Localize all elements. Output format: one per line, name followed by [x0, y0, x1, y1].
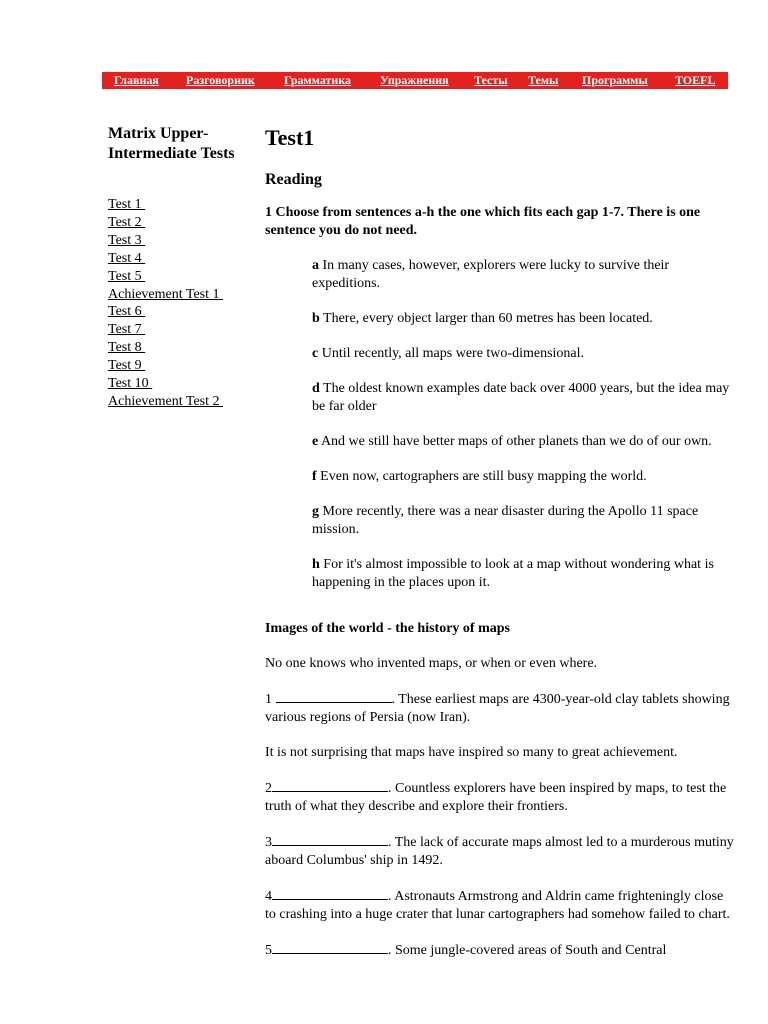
option-text: For it's almost impossible to look at a map without wondering what is happening in the places upon it.: [312, 557, 714, 590]
instruction-text: 1 Choose from sentences a-h the one which fits each gap 1-7. There is one sentence you do not need.: [265, 205, 701, 238]
list-item: [108, 321, 258, 339]
passage-paragraph-1: [265, 690, 735, 727]
test-link-1[interactable]: Test 1: [108, 197, 146, 212]
gap-number: 2: [265, 781, 272, 796]
list-item: [108, 232, 258, 250]
passage-title: Images of the world - the history of maps: [265, 621, 510, 636]
option-text: In many cases, however, explorers were lucky to survive their expeditions.: [312, 258, 670, 291]
option-letter: d: [312, 381, 320, 396]
nav-link-toefl[interactable]: TOEFL: [675, 73, 716, 87]
test-link-5[interactable]: Test 5: [108, 268, 146, 284]
option-letter: h: [312, 557, 320, 572]
test-list: [108, 196, 258, 411]
option-letter: b: [312, 311, 320, 326]
option-letter: f: [312, 469, 317, 484]
option-f: [312, 468, 735, 486]
paragraph-text: . Some jungle-covered areas of South and Central: [388, 943, 667, 958]
passage-paragraph-5: [265, 941, 735, 960]
option-text: There, every object larger than 60 metres has been located.: [319, 311, 653, 326]
option-letter: c: [312, 346, 319, 361]
sidebar-title: Matrix Upper-Intermediate Tests: [108, 125, 235, 162]
test-link-4[interactable]: Test 4: [108, 250, 146, 266]
test-link-9[interactable]: Test 9: [108, 358, 146, 374]
option-d: [312, 380, 735, 416]
top-navigation-bar: [102, 72, 728, 89]
option-g: [312, 503, 735, 539]
option-text: Until recently, all maps were two-dimensional.: [318, 346, 585, 361]
passage-intro: No one knows who invented maps, or when or even where.: [265, 656, 598, 671]
paragraph-text: . These earliest maps are 4300-year-old clay tablets showing various regions of Persia (now Iran).: [265, 692, 730, 725]
option-text: The oldest known examples date back over 4000 years, but the idea may be far older: [312, 381, 730, 414]
achievement-test-link-1[interactable]: Achievement Test 1: [108, 286, 224, 302]
section-heading: Reading: [265, 171, 322, 188]
gap-blank: [272, 941, 388, 954]
nav-link-topics[interactable]: Темы: [528, 73, 559, 87]
paragraph-text: . Countless explorers have been inspired by maps, to test the truth of what they describe and explore their frontiers.: [265, 781, 727, 814]
option-b: [312, 310, 735, 328]
option-c: [312, 345, 735, 363]
page-title: Test1: [265, 125, 315, 150]
test-link-7[interactable]: Test 7: [108, 322, 146, 338]
list-item: [108, 339, 258, 357]
main-content: [265, 124, 735, 960]
passage-paragraph-2: [265, 779, 735, 816]
paragraph-text: . Astronauts Armstrong and Aldrin came frighteningly close to crashing into a huge crater that lunar cartographers had somehow failed to chart.: [265, 889, 730, 922]
option-e: [312, 433, 735, 451]
nav-link-programs[interactable]: Программы: [582, 73, 648, 87]
nav-link-exercises[interactable]: Упражнения: [380, 73, 449, 87]
list-item: [108, 268, 258, 286]
option-text: Even now, cartographers are still busy mapping the world.: [316, 469, 647, 484]
option-letter: a: [312, 258, 319, 273]
test-link-3[interactable]: Test 3: [108, 232, 146, 248]
sidebar: [108, 124, 258, 411]
achievement-test-link-2[interactable]: Achievement Test 2: [108, 393, 224, 409]
gap-blank: [272, 833, 388, 846]
gap-number: 4: [265, 889, 272, 904]
test-link-6[interactable]: Test 6: [108, 304, 146, 320]
list-item: [108, 250, 258, 268]
gap-blank: [276, 690, 392, 703]
list-item: [108, 196, 258, 214]
paragraph-text: . The lack of accurate maps almost led to a murderous mutiny aboard Columbus' ship in 1492.: [265, 835, 734, 868]
test-link-10[interactable]: Test 10: [108, 376, 153, 392]
test-link-8[interactable]: Test 8: [108, 340, 146, 356]
option-text: And we still have better maps of other planets than we do of our own.: [318, 434, 712, 449]
list-item: [108, 303, 258, 321]
option-a: [312, 257, 735, 293]
gap-number: 5: [265, 943, 272, 958]
list-item: [108, 214, 258, 232]
test-link-2[interactable]: Test 2: [108, 214, 146, 230]
gap-number: 3: [265, 835, 272, 850]
option-h: [312, 556, 735, 592]
list-item: [108, 286, 258, 304]
gap-number: 1: [265, 692, 276, 707]
option-text: More recently, there was a near disaster during the Apollo 11 space mission.: [312, 504, 699, 537]
list-item: [108, 375, 258, 393]
passage-paragraph-3: [265, 833, 735, 870]
passage-paragraph-4: [265, 887, 735, 924]
sentence-options: [312, 257, 735, 592]
nav-link-grammar[interactable]: Грамматика: [284, 73, 352, 87]
nav-link-home[interactable]: Главная: [114, 73, 159, 87]
list-item: [108, 357, 258, 375]
option-letter: e: [312, 434, 319, 449]
option-letter: g: [312, 504, 319, 519]
nav-link-phrasebook[interactable]: Разговорник: [186, 73, 255, 87]
nav-link-tests[interactable]: Тесты: [474, 73, 508, 87]
gap-blank: [272, 779, 388, 792]
list-item: [108, 393, 258, 411]
passage-paragraph-plain: It is not surprising that maps have inspired so many to great achievement.: [265, 745, 678, 760]
gap-blank: [272, 887, 388, 900]
